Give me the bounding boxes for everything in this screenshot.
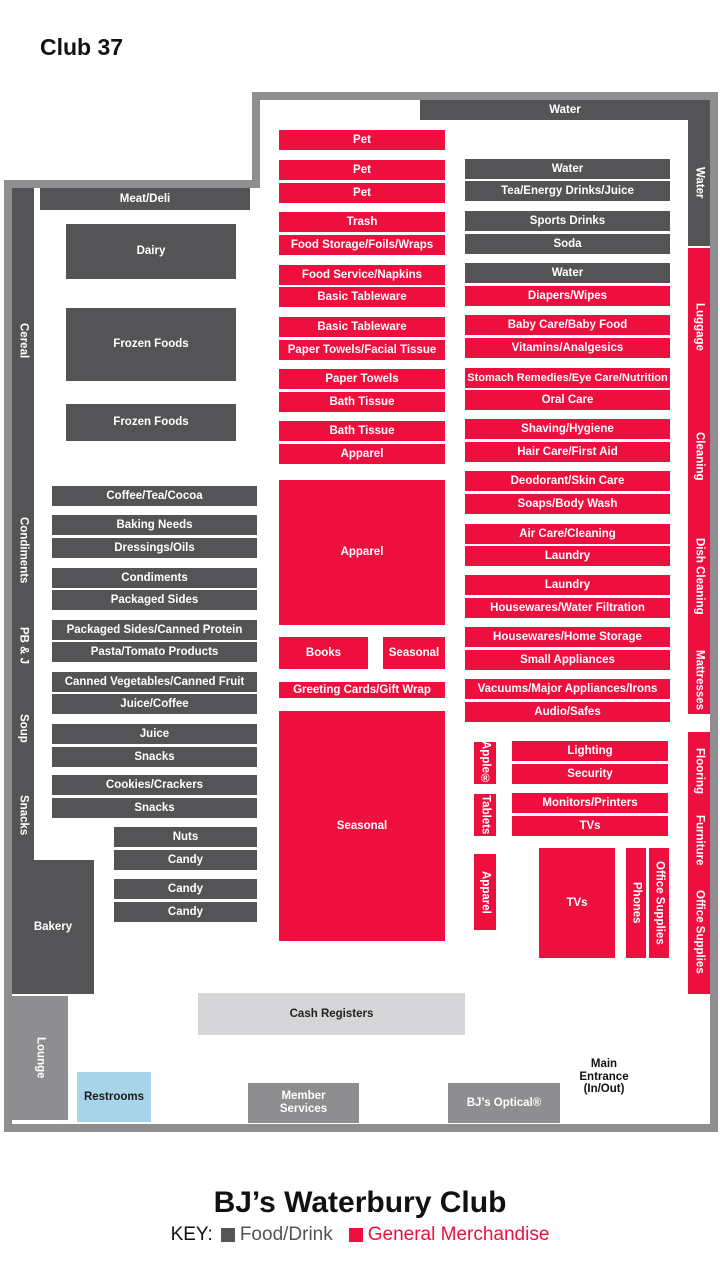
aisle-vitamins: Vitamins/Analgesics — [465, 338, 670, 358]
aisle-juice-coffee: Juice/Coffee — [52, 694, 257, 714]
aisle-small-appliances: Small Appliances — [465, 650, 670, 670]
aisle-air-care: Air Care/Cleaning — [465, 524, 670, 544]
aisle-pet-3: Pet — [279, 183, 445, 203]
aisle-tvs: TVs — [512, 816, 668, 836]
aisle-pasta-tomato: Pasta/Tomato Products — [52, 642, 257, 662]
soup-section: Soup — [12, 686, 34, 770]
aisle-apparel-small: Apparel — [279, 444, 445, 464]
member-services: Member Services — [248, 1083, 359, 1123]
aisle-paper-towels-facial-tissue: Paper Towels/Facial Tissue — [279, 340, 445, 360]
flooring-section: Flooring — [688, 732, 710, 810]
aisle-stomach-remedies: Stomach Remedies/Eye Care/Nutrition — [465, 368, 670, 388]
mattresses-section: Mattresses — [688, 646, 710, 714]
aisle-food-storage: Food Storage/Foils/Wraps — [279, 235, 445, 255]
main-entrance: Main Entrance (In/Out) — [579, 1058, 629, 1096]
meat-deli-section: Meat/Deli — [40, 188, 250, 210]
seasonal-block: Seasonal — [279, 711, 445, 941]
apple-section: Apple® — [474, 742, 496, 784]
aisle-packaged-sides-canned-protein: Packaged Sides/Canned Protein — [52, 620, 257, 640]
aisle-diapers-wipes: Diapers/Wipes — [465, 286, 670, 306]
aisle-snacks-2: Snacks — [52, 798, 257, 818]
aisle-candy-3: Candy — [114, 902, 257, 922]
dairy-section: Dairy — [66, 224, 236, 279]
aisle-canned-veg-fruit: Canned Vegetables/Canned Fruit — [52, 672, 257, 692]
aisle-housewares-storage: Housewares/Home Storage — [465, 627, 670, 647]
apparel-vertical-section: Apparel — [474, 854, 496, 930]
aisle-water-1: Water — [465, 159, 670, 179]
aisle-monitors-printers: Monitors/Printers — [512, 793, 668, 813]
seasonal-small-block: Seasonal — [383, 637, 445, 669]
aisle-soda: Soda — [465, 234, 670, 254]
books-block: Books — [279, 637, 368, 669]
tablets-section: Tablets — [474, 794, 496, 836]
club-label: Club 37 — [40, 34, 124, 60]
bakery-section: Bakery — [12, 860, 94, 994]
aisle-water-2: Water — [465, 263, 670, 283]
aisle-bath-tissue-2: Bath Tissue — [279, 421, 445, 441]
aisle-trash: Trash — [279, 212, 445, 232]
aisle-baking-needs: Baking Needs — [52, 515, 257, 535]
aisle-greeting-cards: Greeting Cards/Gift Wrap — [279, 682, 445, 698]
aisle-pet-2: Pet — [279, 160, 445, 180]
aisle-tea-energy-juice: Tea/Energy Drinks/Juice — [465, 181, 670, 201]
aisle-candy-1: Candy — [114, 850, 257, 870]
aisle-security: Security — [512, 764, 668, 784]
aisle-cookies-crackers: Cookies/Crackers — [52, 775, 257, 795]
aisle-nuts: Nuts — [114, 827, 257, 847]
pbj-section: PB & J — [12, 606, 34, 686]
aisle-pet-1: Pet — [279, 130, 445, 150]
apparel-block: Apparel — [279, 480, 445, 625]
aisle-lighting: Lighting — [512, 741, 668, 761]
aisle-housewares-water: Housewares/Water Filtration — [465, 598, 670, 618]
luggage-section: Luggage — [688, 248, 710, 406]
phones-section: Phones — [626, 848, 646, 958]
aisle-coffee-tea-cocoa: Coffee/Tea/Cocoa — [52, 486, 257, 506]
store-title: BJ’s Waterbury Club — [213, 1186, 507, 1219]
condiments-wall-section: Condiments — [12, 494, 34, 606]
aisle-vacuums: Vacuums/Major Appliances/Irons — [465, 679, 670, 699]
aisle-basic-tableware-1: Basic Tableware — [279, 287, 445, 307]
office-supplies-section: Office Supplies — [649, 848, 669, 958]
legend-general-label: General Merchandise — [367, 1224, 550, 1245]
snacks-wall-section: Snacks — [12, 770, 34, 860]
aisle-audio-safes: Audio/Safes — [465, 702, 670, 722]
aisle-condiments: Condiments — [52, 568, 257, 588]
legend-general-swatch — [349, 1228, 363, 1242]
lounge-section: Lounge — [12, 996, 68, 1120]
furniture-section: Furniture — [688, 810, 710, 870]
dish-cleaning-section: Dish Cleaning — [688, 506, 710, 646]
aisle-hair-care: Hair Care/First Aid — [465, 442, 670, 462]
aisle-packaged-sides: Packaged Sides — [52, 590, 257, 610]
restrooms: Restrooms — [77, 1072, 151, 1122]
aisle-juice: Juice — [52, 724, 257, 744]
office-supplies-wall-section: Office Supplies — [688, 870, 710, 994]
aisle-sports-drinks: Sports Drinks — [465, 211, 670, 231]
aisle-candy-2: Candy — [114, 879, 257, 899]
aisle-soaps: Soaps/Body Wash — [465, 494, 670, 514]
aisle-oral-care: Oral Care — [465, 390, 670, 410]
cereal-section: Cereal — [12, 188, 34, 494]
map-legend — [0, 1224, 720, 1246]
legend-food-label: Food/Drink — [239, 1224, 333, 1245]
aisle-bath-tissue-1: Bath Tissue — [279, 392, 445, 412]
aisle-snacks-1: Snacks — [52, 747, 257, 767]
top-water-section: Water — [420, 100, 710, 120]
right-water-section: Water — [688, 120, 710, 246]
aisle-shaving-hygiene: Shaving/Hygiene — [465, 419, 670, 439]
aisle-food-service: Food Service/Napkins — [279, 265, 445, 285]
frozen-foods-section-2: Frozen Foods — [66, 404, 236, 441]
aisle-deodorant: Deodorant/Skin Care — [465, 471, 670, 491]
aisle-baby-care: Baby Care/Baby Food — [465, 315, 670, 335]
bjs-optical: BJ’s Optical® — [448, 1083, 560, 1123]
legend-key-label: KEY: — [170, 1224, 213, 1245]
aisle-laundry-1: Laundry — [465, 546, 670, 566]
legend-food-swatch — [221, 1228, 235, 1242]
aisle-basic-tableware-2: Basic Tableware — [279, 317, 445, 337]
frozen-foods-section-1: Frozen Foods — [66, 308, 236, 381]
aisle-laundry-2: Laundry — [465, 575, 670, 595]
cleaning-section: Cleaning — [688, 406, 710, 506]
cash-registers: Cash Registers — [198, 993, 465, 1035]
aisle-paper-towels: Paper Towels — [279, 369, 445, 389]
tvs-block: TVs — [539, 848, 615, 958]
aisle-dressings-oils: Dressings/Oils — [52, 538, 257, 558]
